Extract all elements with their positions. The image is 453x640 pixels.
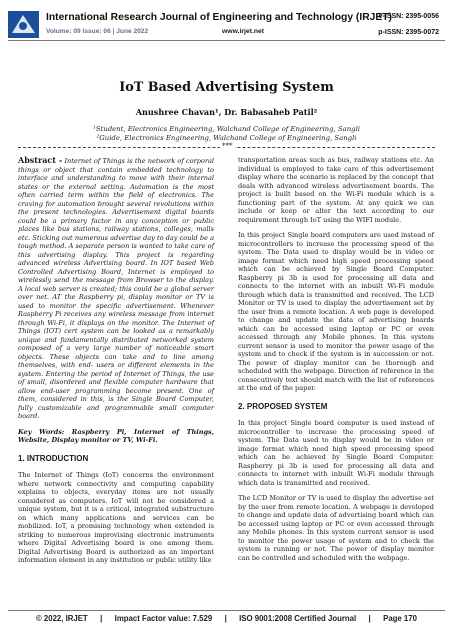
body-paragraph-2: In this project Single board computers are used instead of microcontrollers to increase the processing speed of the system. The Data used to display would be in video or image format which need high speed processing speed which can be achieved by Single Board Computer. Raspberry pi 3b is used for processing all data and connects to the internet with an inbuilt Wi-Fi module through which data is transmitted and received. The LCD Monitor or TV is used to display the advertisement set by the user from a remote location. A web page is developed to change and update the data of advertising boards which can be accessed using laptop or PC or even accessed through any Mobile phones. In this system current sensor is used to monitor the power usage of the system and to check if the system is in succession or not. The power of display monitor can be thorough and scheduled with the webpage. Direction of reference in the consecutively text should match with the list of references at the end of the paper. (238, 231, 434, 392)
header-rule (8, 40, 445, 41)
volume-issue: Volume: 09 Issue: 06 | June 2022 (46, 28, 149, 35)
body-paragraph-1: transportation areas such as bus, railway stations etc. An individual is employed to take care of this advertisement display where the scenario is replaced by the concept that deals with advanced wireless advertisement boards. The project is built based on the Wi-Fi module which is a functioning part of the system. At any quick we can include or keep or alter the text according to our requirement through IoT using the WIFI module. (238, 156, 434, 224)
footer-iso: ISO 9001:2008 Certified Journal (239, 614, 357, 623)
footer-divider: | (100, 614, 103, 623)
e-issn: e-ISSN: 2395-0056 (378, 13, 439, 20)
affiliation-1: ¹Student, Electronics Engineering, Walchand College of Engineering, Sangli (93, 125, 360, 133)
right-column (238, 156, 434, 569)
footer-page-number: Page 170 (383, 614, 417, 623)
body-paragraph-3: In this project Single board computer is used instead of microcontroller to increase the processing speed of system. The Data used to display would be in video or image format which need high speed processing speed which can be achieved by Single Board Computer. Raspberry pi 3b is used for processing all data and connects to internet with inbuilt Wi-Fi module through which data is transmitted and received. (238, 419, 434, 487)
paper-title: IoT Based Advertising System (119, 80, 334, 95)
keywords (18, 428, 214, 445)
section-heading-proposed-system: 2. PROPOSED SYSTEM (238, 401, 328, 411)
footer-rule (8, 610, 445, 611)
keywords-text: : Raspberry Pi, Internet of Things, Website, Display monitor or TV, Wi-Fi. (18, 427, 214, 444)
keywords-label: Key Words (18, 427, 62, 436)
separator-stars: *** (222, 142, 233, 150)
affiliation-2: ²Guide, Electronics Engineering, Walchand College of Engineering, Sangli (96, 134, 357, 142)
paper-authors: Anushree Chavan¹, Dr. Babasaheb Patil² (135, 107, 318, 117)
journal-name: International Research Journal of Engineering and Technology (IRJET) (46, 12, 392, 23)
p-issn: p-ISSN: 2395-0072 (378, 29, 439, 36)
footer-divider: | (224, 614, 227, 623)
footer-divider: | (368, 614, 371, 623)
left-column (18, 156, 214, 572)
journal-url[interactable]: www.irjet.net (222, 28, 265, 35)
footer (36, 614, 417, 623)
abstract-label: Abstract - (18, 155, 63, 165)
irjet-logo (8, 11, 39, 38)
abstract (18, 156, 214, 421)
footer-impact-factor: Impact Factor value: 7.529 (114, 614, 213, 623)
section-heading-introduction: 1. INTRODUCTION (18, 453, 89, 463)
footer-copyright: © 2022, IRJET (36, 614, 88, 623)
body-paragraph-4: The LCD Monitor or TV is used to display the advertise set by the user from remote location. A webpage is developed to change and update data of advertising board which can be accessed using laptop or PC or even accessed through any Mobile phones. In this system current sensor is used to monitor the power usage of system and to check the system is running or not. The power of display monitor can be controlled and scheduled with the webpage. (238, 494, 434, 562)
introduction-paragraph: The Internet of Things (IoT) concerns the environment where network connectivity and computing capability explains to objects, everyday items are not usually considered as computers. IoT will not be considered a unique system, but it is a critical, integrated substructure on which many applications and services can be mobilized. IoT, a promising technology when extended is striking to numerous improvising electronic instruments where Digital Advertising board is one among them. Digital Advertising Board is authorized as an important information element in any institution or public utility like (18, 471, 214, 564)
abstract-text: Internet of Things is the network of corporal things or object that contain embedded technology to interface and understanding to move with their internal states or the external setting. Automation is the most often carried term within the field of electronics. The craving for automation brought several revolutions within the present technologies. Advertisement digital boards could be a primary factor in any conception or public places like bus stations, railway stations, colleges, malls etc. Sticking out numerous advertise day to day could be a tough method. A separate person is wanted to take care of this advertising display. This project is regarding advanced wireless Advertising board. In IOT based Web Controlled Advertising Board, Internet is employed to wirelessly send the message from Browser to the display. A local web server is created; this could be a global server over net. AT the Raspberry pi, display monitor or TV is used to monitor the specific advertisement. Whenever Raspberry Pi receives any wireless message from internet through Wi-Fi, it displays on the monitor. The Internet of Things (IOT) cert system can be looked as a remarkably unique and fundamentally distributed networked system composed of a very large number of noticeable smart objects. These objects can take and to line among themselves, with end- users or different elements in the system. Entering the period of Internet of Things, the use of small, disordered and flexible computer hardware that allow end-user programming become present. One of them, considered in this, is the Single Board Computer, fully customizable and programmable small computer board. (18, 157, 214, 420)
